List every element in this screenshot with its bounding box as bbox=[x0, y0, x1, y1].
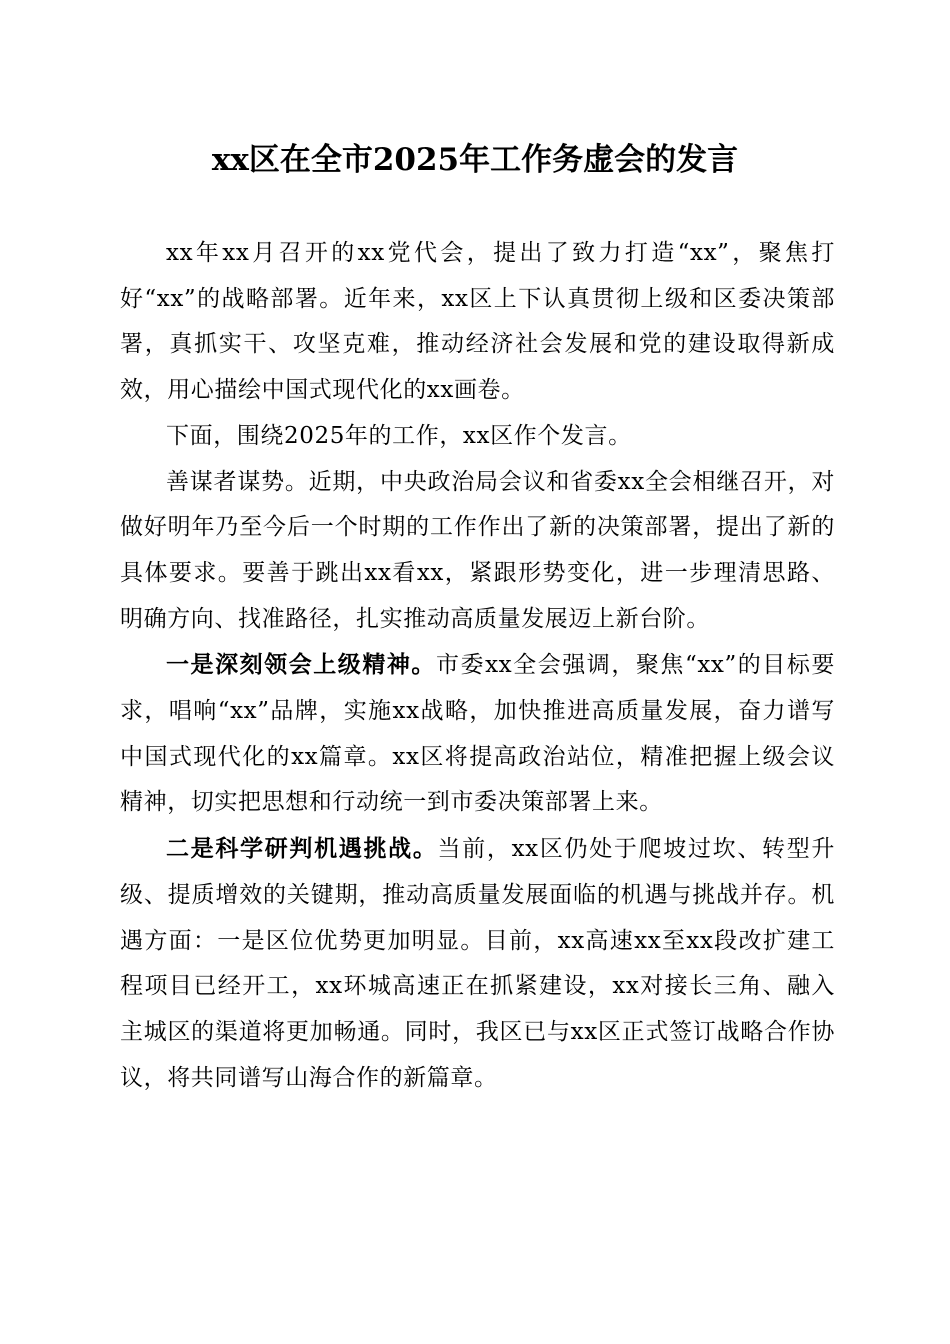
paragraph-text: xx年xx月召开的xx党代会，提出了致力打造“xx”，聚焦打好“xx”的战略部署。近年来，xx区上下认真贯彻上级和区委决策部署，真抓实干、攻坚克难，推动经济社会发展和党的建设取得新成效，用心描绘中国式现代化的xx画卷。 bbox=[120, 240, 835, 404]
paragraph-lead: 一是深刻领会上级精神。 bbox=[166, 651, 436, 679]
paragraph-point-two bbox=[120, 826, 835, 1101]
document-body bbox=[120, 231, 835, 1101]
paragraph-text: 当前，xx区仍处于爬坡过坎、转型升级、提质增效的关键期，推动高质量发展面临的机遇与挑战并存。机遇方面：一是区位优势更加明显。目前，xx高速xx至xx段改扩建工程项目已经开工，xx环城高速正在抓紧建设，xx对接长三角、融入主城区的渠道将更加畅通。同时，我区已与xx区正式签订战略合作协议，将共同谱写山海合作的新篇章。 bbox=[120, 836, 835, 1091]
paragraph-point-one bbox=[120, 642, 835, 826]
document-title: xx区在全市2025年工作务虚会的发言 bbox=[211, 142, 739, 178]
paragraph-situation bbox=[120, 460, 835, 643]
paragraph-intro bbox=[120, 231, 835, 414]
paragraph-text: 下面，围绕2025年的工作，xx区作个发言。 bbox=[166, 422, 632, 449]
paragraph-lead: 二是科学研判机遇挑战。 bbox=[166, 835, 438, 863]
paragraph-text: 市委xx全会强调，聚焦“xx”的目标要求，唱响“xx”品牌，实施xx战略，加快推进高质量发展，奋力谱写中国式现代化的xx篇章。xx区将提高政治站位，精准把握上级会议精神，切实把思想和行动统一到市委决策部署上来。 bbox=[120, 652, 835, 816]
paragraph-text: 善谋者谋势。近期，中央政治局会议和省委xx全会相继召开，对做好明年乃至今后一个时期的工作作出了新的决策部署，提出了新的具体要求。要善于跳出xx看xx，紧跟形势变化，进一步理清思路、明确方向、找准路径，扎实推动高质量发展迈上新台阶。 bbox=[120, 468, 835, 632]
paragraph-transition bbox=[120, 414, 835, 460]
